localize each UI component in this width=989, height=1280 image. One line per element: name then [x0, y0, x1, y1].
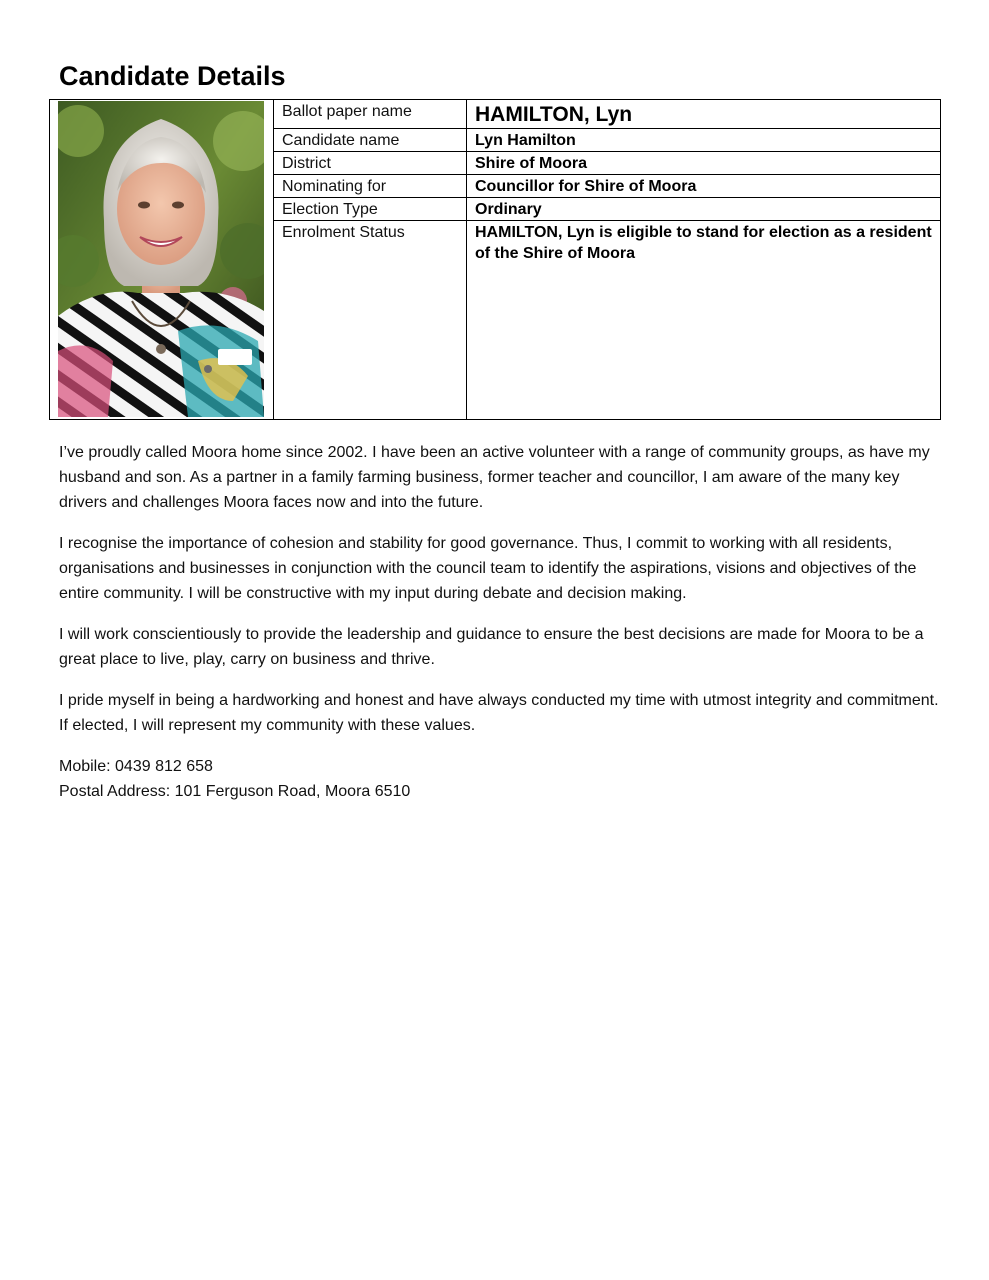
statement-paragraph-4: I pride myself in being a hardworking and honest and have always conducted my time with utmost integrity and commitment. If elected, I will represent my community with these values.: [59, 692, 939, 734]
statement-paragraph-1: I’ve proudly called Moora home since 2002. I have been an active volunteer with a range of community groups, as have my husband and son. As a partner in a family farming business, former teacher and councillor, I am aware of the many key drivers and challenges Moora faces now and into the future.: [59, 444, 930, 511]
candidate-statement: [59, 440, 939, 820]
value-ballot-paper-name: HAMILTON, Lyn: [467, 100, 941, 129]
value-nominating-for: Councillor for Shire of Moora: [467, 175, 941, 198]
candidate-photo-image: [58, 101, 264, 417]
contact-mobile: Mobile: 0439 812 658: [59, 758, 213, 775]
label-candidate-name: Candidate name: [274, 129, 467, 152]
value-district: Shire of Moora: [467, 152, 941, 175]
candidate-photo: [58, 101, 264, 417]
label-nominating-for: Nominating for: [274, 175, 467, 198]
value-election-type: Ordinary: [467, 198, 941, 221]
label-district: District: [274, 152, 467, 175]
statement-paragraph-2: I recognise the importance of cohesion and stability for good governance. Thus, I commit to working with all residents, organisations and businesses in conjunction with the council team to identify the aspirations, visions and objectives of the entire community. I will be constructive with my input during debate and decision making.: [59, 535, 917, 602]
contact-postal-address: Postal Address: 101 Ferguson Road, Moora 6510: [59, 783, 411, 800]
label-ballot-paper-name: Ballot paper name: [274, 100, 467, 129]
contact-details: [59, 754, 939, 804]
candidate-details-table: [49, 99, 941, 420]
statement-paragraph-3: I will work conscientiously to provide the leadership and guidance to ensure the best decisions are made for Moora to be a great place to live, play, carry on business and thrive.: [59, 626, 924, 668]
page-title: Candidate Details: [59, 61, 286, 91]
value-candidate-name: Lyn Hamilton: [467, 129, 941, 152]
photo-cell: [50, 100, 274, 420]
value-enrolment-status: HAMILTON, Lyn is eligible to stand for election as a resident of the Shire of Moora: [467, 221, 941, 420]
label-enrolment-status: Enrolment Status: [274, 221, 467, 420]
label-election-type: Election Type: [274, 198, 467, 221]
